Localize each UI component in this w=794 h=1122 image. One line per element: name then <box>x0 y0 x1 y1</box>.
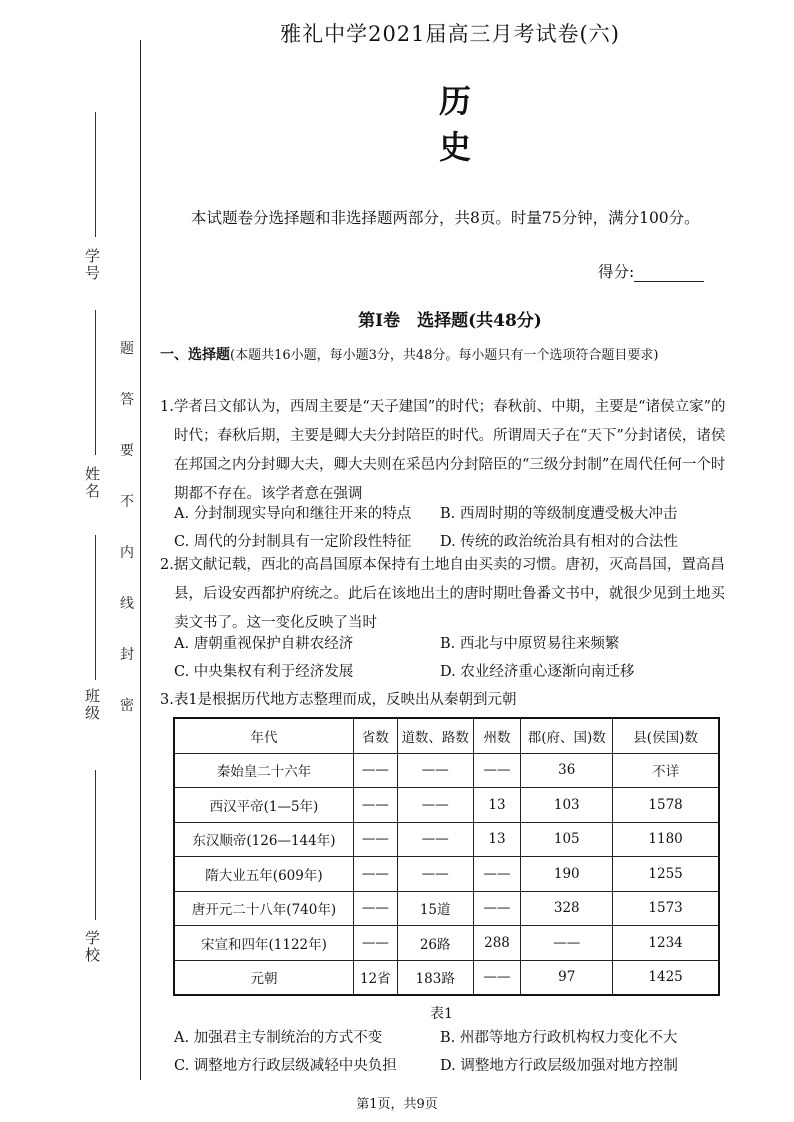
table-cell: 1180 <box>613 822 719 857</box>
table-cell: —— <box>397 753 473 788</box>
question-1-options <box>174 500 734 556</box>
table-cell: —— <box>353 857 397 892</box>
question-2 <box>160 551 728 638</box>
table-cell: —— <box>353 753 397 788</box>
table-cell: 103 <box>521 788 613 823</box>
exam-title: 雅礼中学2021届高三月考试卷(六) <box>280 22 620 46</box>
table-cell: 1573 <box>613 891 719 926</box>
field-label-name: 姓名 <box>83 466 101 500</box>
field-line-class[interactable] <box>95 535 96 680</box>
table-cell: 26路 <box>397 926 473 961</box>
table-cell: 190 <box>521 857 613 892</box>
table-row <box>174 822 719 857</box>
table-cell: 1578 <box>613 788 719 823</box>
field-label-student-id: 学号 <box>83 248 101 282</box>
option-d[interactable]: D. 调整地方行政层级加强对地方控制 <box>440 1058 678 1074</box>
option-a[interactable]: A. 唐朝重视保护自耕农经济 <box>174 636 354 652</box>
table-row <box>174 960 719 995</box>
table-cell: 西汉平帝(1—5年) <box>174 788 353 823</box>
table-cell: 东汉顺帝(126—144年) <box>174 822 353 857</box>
table-cell: —— <box>473 891 521 926</box>
table-cell: 328 <box>521 891 613 926</box>
score-label: 得分: <box>598 263 635 281</box>
table-cell: —— <box>353 926 397 961</box>
score-field <box>598 260 704 282</box>
table-row <box>174 753 719 788</box>
table-cell: 36 <box>521 753 613 788</box>
table-cell: 隋大业五年(609年) <box>174 857 353 892</box>
table-cell: 97 <box>521 960 613 995</box>
table-header-row <box>174 718 719 753</box>
binding-line <box>140 40 141 1080</box>
table-header: 州数 <box>473 718 521 753</box>
data-table <box>173 717 720 996</box>
exam-instructions: 本试题卷分选择题和非选择题两部分，共8页。时量75分钟，满分100分。 <box>191 209 700 227</box>
option-a[interactable]: A. 分封制现实导向和继往开来的特点 <box>174 506 412 522</box>
seal-char: 不 <box>120 494 134 510</box>
question-3-options <box>174 1024 734 1080</box>
option-a[interactable]: A. 加强君主专制统治的方式不变 <box>174 1030 383 1046</box>
table-cell: —— <box>397 857 473 892</box>
table-header: 县(侯国)数 <box>613 718 719 753</box>
seal-char: 答 <box>120 392 134 408</box>
seal-char: 题 <box>120 341 134 357</box>
table-cell: 15道 <box>397 891 473 926</box>
question-stem: 2.据文献记载，西北的高昌国原本保持有土地自由买卖的习惯。唐初，灭高昌国，置高昌县，后设安西都护府统之。此后在该地出土的唐时期吐鲁番文书中，就很少见到土地买卖文书了。这一变化反映了当时 <box>160 557 725 631</box>
field-line-name[interactable] <box>95 310 96 455</box>
option-b[interactable]: B. 西北与中原贸易往来频繁 <box>440 636 620 652</box>
field-label-class: 班级 <box>83 688 101 722</box>
table-cell: 12省 <box>353 960 397 995</box>
option-b[interactable]: B. 西周时期的等级制度遭受极大冲击 <box>440 506 678 522</box>
field-label-school: 学校 <box>83 930 101 964</box>
table-cell: 秦始皇二十六年 <box>174 753 353 788</box>
table-cell: 13 <box>473 788 521 823</box>
table-header: 年代 <box>174 718 353 753</box>
option-c[interactable]: C. 调整地方行政层级减轻中央负担 <box>174 1058 397 1074</box>
table-row <box>174 926 719 961</box>
table-cell: 宋宣和四年(1122年) <box>174 926 353 961</box>
table-cell: 1255 <box>613 857 719 892</box>
table-cell: —— <box>473 753 521 788</box>
seal-char: 线 <box>120 596 134 612</box>
option-d[interactable]: D. 传统的政治统治具有相对的合法性 <box>440 534 678 550</box>
section-heading <box>160 343 730 368</box>
table-cell: —— <box>473 960 521 995</box>
table-cell: 唐开元二十八年(740年) <box>174 891 353 926</box>
table-cell: —— <box>521 926 613 961</box>
question-stem: 1.学者吕文郁认为，西周主要是“天子建国”的时代；春秋前、中期，主要是“诸侯立家”的时代；春秋后期，主要是卿大夫分封陪臣的时代。所谓周天子在“天下”分封诸侯，诸侯在邦国之内分封卿大夫，卿大夫则在采邑内分封陪臣的“三级分封制”在周代任何一个时期都不存在。该学者意在强调 <box>160 399 726 502</box>
table-cell: 1234 <box>613 926 719 961</box>
field-line-school[interactable] <box>95 770 96 920</box>
score-blank[interactable] <box>634 264 704 282</box>
table-cell: 元朝 <box>174 960 353 995</box>
table-row <box>174 891 719 926</box>
table-cell: 1425 <box>613 960 719 995</box>
table-caption: 表1 <box>430 1006 453 1022</box>
subject-title: 历史 <box>438 82 519 166</box>
seal-char: 要 <box>120 443 134 459</box>
section-label: 一、选择题 <box>160 347 230 363</box>
question-2-options <box>174 630 734 686</box>
field-line-student-id[interactable] <box>95 112 96 237</box>
table-row <box>174 788 719 823</box>
table-cell: 13 <box>473 822 521 857</box>
table-cell: —— <box>473 857 521 892</box>
table-cell: 不详 <box>613 753 719 788</box>
table-header: 郡(府、国)数 <box>521 718 613 753</box>
table-cell: 105 <box>521 822 613 857</box>
question-stem: 3.表1是根据历代地方志整理而成，反映出从秦朝到元朝 <box>160 692 517 708</box>
table-cell: 288 <box>473 926 521 961</box>
question-1 <box>160 393 728 509</box>
seal-char: 内 <box>120 545 134 561</box>
seal-char: 封 <box>120 647 134 663</box>
table-row <box>174 857 719 892</box>
page-number: 第1页，共9页 <box>356 1097 438 1112</box>
table-cell: —— <box>353 788 397 823</box>
part-title: 第Ⅰ卷 选择题(共48分) <box>358 311 542 331</box>
option-b[interactable]: B. 州郡等地方行政机构权力变化不大 <box>440 1030 678 1046</box>
seal-char: 密 <box>120 698 134 714</box>
table-header: 省数 <box>353 718 397 753</box>
table-cell: —— <box>353 891 397 926</box>
option-c[interactable]: C. 中央集权有利于经济发展 <box>174 664 354 680</box>
table-cell: —— <box>397 822 473 857</box>
section-note: (本题共16小题，每小题3分，共48分。每小题只有一个选项符合题目要求) <box>230 348 659 363</box>
table-header: 道数、路数 <box>397 718 473 753</box>
question-3 <box>160 686 728 715</box>
option-d[interactable]: D. 农业经济重心逐渐向南迁移 <box>440 664 635 680</box>
table-cell: —— <box>353 822 397 857</box>
table-cell: —— <box>397 788 473 823</box>
option-c[interactable]: C. 周代的分封制具有一定阶段性特征 <box>174 534 412 550</box>
table-cell: 183路 <box>397 960 473 995</box>
